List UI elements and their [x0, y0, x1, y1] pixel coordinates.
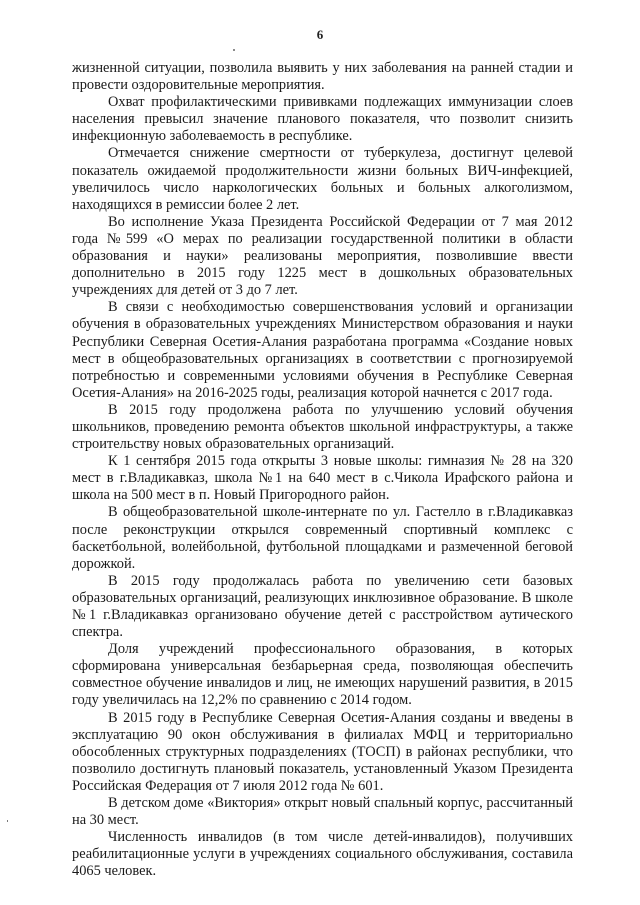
page-number: 6: [316, 27, 324, 42]
paragraph-orphanage: В детском доме «Виктория» открыт новый спальный корпус, рассчитанный на 30 мест.: [72, 795, 573, 829]
paragraph-new-schools: К 1 сентября 2015 года открыты 3 новые школы: гимназия № 28 на 320 мест в г.Владикавказ, школа №1 на 640 мест в с.Чикола Ирафского района и школа на 500 мест в п. Новый Пригородного район.: [72, 453, 573, 504]
paragraph-continuation: жизненной ситуации, позволила выявить у них заболевания на ранней стадии и провести оздоровительные мероприятия.: [72, 60, 573, 94]
paragraph-presidential-decree-599: Во исполнение Указа Президента Российской Федерации от 7 мая 2012 года №599 «О мерах по реализации государственной политики в области образования и науки» реализованы мероприятия, позволившие ввести дополнительно в 2015 году 1225 мест в дошкольных образовательных учреждениях для детей от 3 до 7 лет.: [72, 213, 573, 299]
paragraph-immunization: Охват профилактическими прививками подлежащих иммунизации слоев населения превысил значение планового показателя, что позволит снизить инфекционную заболеваемость в республике.: [72, 94, 573, 145]
document-body: [72, 60, 573, 881]
paragraph-school-infrastructure: В 2015 году продолжена работа по улучшению условий обучения школьников, проведению ремонта объектов школьной инфраструктуры, а также строительству новых образовательных организаций.: [72, 401, 573, 453]
paragraph-tuberculosis: Отмечается снижение смертности от туберкулеза, достигнут целевой показатель ожидаемой продолжительности жизни больных ВИЧ-инфекцией, увеличилось число наркологических больных и больных алкоголизмом, находящихся в ремиссии более 2 лет.: [72, 145, 573, 213]
scan-speck: [7, 820, 8, 822]
scan-speck: [233, 49, 235, 51]
paragraph-rehabilitation: Численность инвалидов (в том числе детей-инвалидов), получивших реабилитационные услуги в учреждениях социального обслуживания, составила 4065 человек.: [72, 829, 573, 880]
paragraph-school-program: В связи с необходимостью совершенствования условий и организации обучения в образовательных учреждениях Министерством образования и науки Республики Северная Осетия-Алания разработана программа «Создание новых мест в общеобразовательных организациях в соответствии с прогнозируемой потребностью и современными условиями обучения в Республике Северная Осетия-Алания» на 2016-2025 годы, реализация которой начнется с 2017 года.: [72, 299, 573, 401]
paragraph-boarding-school: В общеобразовательной школе-интернате по ул. Гастелло в г.Владикавказ после реконструкции открылся современный спортивный комплекс с баскетбольной, волейбольной, футбольной площадками и размеченной беговой дорожкой.: [72, 504, 573, 572]
paragraph-barrier-free: Доля учреждений профессионального образования, в которых сформирована универсальная безбарьерная среда, позволяющая обеспечить совместное обучение инвалидов и лиц, не имеющих нарушений развития, в 2015 году увеличилась на 12,2% по сравнению с 2014 годом.: [72, 641, 573, 709]
paragraph-inclusive-education: В 2015 году продолжалась работа по увеличению сети базовых образовательных организаций, реализующих инклюзивное образование. В школе №1 г.Владикавказ организовано обучение детей с расстройством аутического спектра.: [72, 572, 573, 641]
paragraph-mfc-windows: В 2015 году в Республике Северная Осетия-Алания созданы и введены в эксплуатацию 90 окон обслуживания в филиалах МФЦ и территориально обособленных структурных подразделениях (ТОСП) в районах республики, что позволило достигнуть плановый показатель, установленный Указом Президента Российская Федерация от 7 июля 2012 года № 601.: [72, 709, 573, 794]
